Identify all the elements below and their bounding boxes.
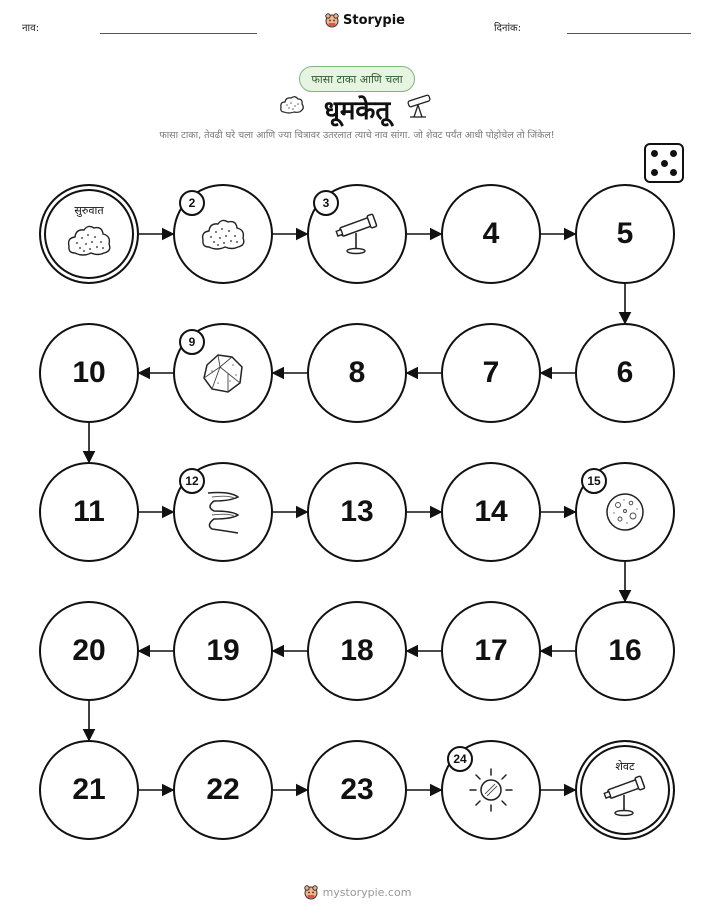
board-cell-19 <box>173 601 273 701</box>
board-cell-15 <box>575 462 675 562</box>
cell-number: 8 <box>348 356 366 389</box>
cell-number: 16 <box>608 634 642 667</box>
date-label: दिनांक: <box>494 23 522 34</box>
board-cell-17 <box>441 601 541 701</box>
cell-number: 19 <box>206 634 240 667</box>
cell-number: 6 <box>616 356 634 389</box>
cell-number-badge: 24 <box>447 746 473 772</box>
cell-number: 20 <box>72 634 106 667</box>
cell-number: 22 <box>206 773 240 806</box>
telescope-icon <box>602 773 648 823</box>
sun-icon <box>466 765 516 819</box>
cell-number: 23 <box>340 773 374 806</box>
board-cell-21 <box>39 740 139 840</box>
page-title: धूमकेतू <box>323 96 391 126</box>
board-cell-16 <box>575 601 675 701</box>
cell-number: 10 <box>72 356 106 389</box>
start-cell <box>39 184 139 284</box>
name-label: नाव: <box>22 23 40 34</box>
board-cell-14 <box>441 462 541 562</box>
cell-number-badge: 9 <box>179 329 205 355</box>
board-cell-8 <box>307 323 407 423</box>
footer-site: mystorypie.com <box>322 885 412 899</box>
board-cell-23 <box>307 740 407 840</box>
game-type-tag: फासा टाका आणि चला <box>299 66 415 92</box>
storypie-mascot-icon <box>303 884 319 900</box>
board-cell-6 <box>575 323 675 423</box>
end-label: शेवट <box>615 760 635 773</box>
cell-number-badge: 3 <box>313 190 339 216</box>
board-cell-18 <box>307 601 407 701</box>
telescope-icon <box>334 211 380 261</box>
cell-number: 4 <box>482 217 500 250</box>
instructions: फासा टाका, तेवढी घरे चला आणि ज्या चित्रावर उतरलात त्याचे नाव सांगा. जो शेवट पर्यंत आधी पोहोचेल तो जिंकेल! <box>159 130 555 141</box>
board-cell-2 <box>173 184 273 284</box>
start-label: सुरुवात <box>74 204 104 217</box>
cloud-icon <box>200 216 246 256</box>
cell-number: 21 <box>72 773 106 806</box>
cell-number: 7 <box>482 356 500 389</box>
board-cell-13 <box>307 462 407 562</box>
board-cell-11 <box>39 462 139 562</box>
cell-number-badge: 12 <box>179 468 205 494</box>
board-cell-9 <box>173 323 273 423</box>
board-cell-24 <box>441 740 541 840</box>
board-cell-10 <box>39 323 139 423</box>
cell-number-badge: 2 <box>179 190 205 216</box>
cell-number: 17 <box>474 634 508 667</box>
moon-rock-icon <box>603 490 647 538</box>
board-cell-12 <box>173 462 273 562</box>
rock-icon <box>200 351 246 399</box>
board-cell-20 <box>39 601 139 701</box>
board-cell-4 <box>441 184 541 284</box>
cell-number: 18 <box>340 634 374 667</box>
cell-number: 11 <box>73 495 105 528</box>
cloud-icon <box>66 222 112 262</box>
comet-tail-icon <box>200 487 246 541</box>
cell-number-badge: 15 <box>581 468 607 494</box>
board-cell-5 <box>575 184 675 284</box>
cell-number: 13 <box>340 495 374 528</box>
board-cell-7 <box>441 323 541 423</box>
cell-number: 5 <box>616 217 634 250</box>
board-cell-3 <box>307 184 407 284</box>
footer <box>0 884 714 900</box>
cell-number: 14 <box>474 495 508 528</box>
brand-name: Storypie <box>343 12 405 28</box>
board-cell-22 <box>173 740 273 840</box>
end-cell <box>575 740 675 840</box>
